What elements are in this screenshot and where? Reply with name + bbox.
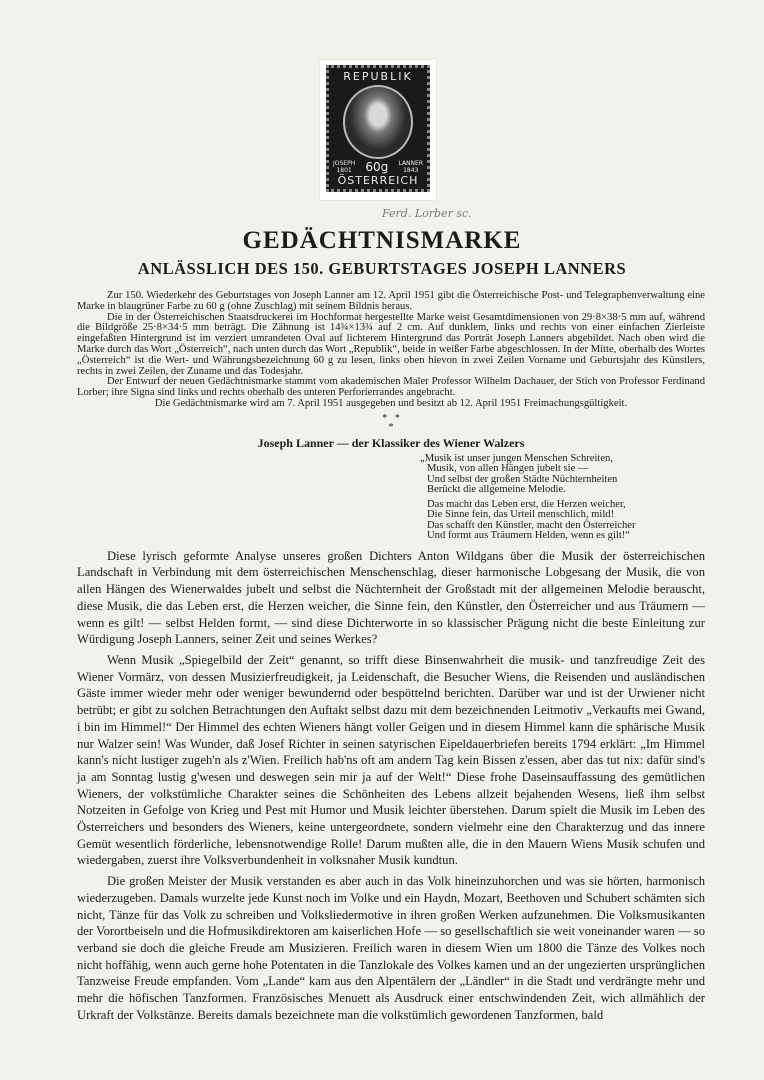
page-subtitle: ANLÄSSLICH DES 150. GEBURTSTAGES JOSEPH LANNERS: [137, 259, 627, 278]
intro-paragraph: Die Gedächtnismarke wird am 7. April 1951 ausgegeben und besitzt ab 12. April 1951 Freimachungsgültigkeit.: [154, 397, 628, 409]
poem-line: Musik, von allen Hängen jubelt sie —: [427, 463, 589, 475]
stamp-image: [320, 60, 436, 200]
stamp-last-name: [398, 160, 423, 174]
page-title: GEDÄCHTNISMARKE: [242, 227, 522, 254]
body-paragraph: Diese lyrisch geformte Analyse unseres großen Dichters Anton Wildgans über die Musik der österreichischen Landschaft in Verbindung mit dem österreichischen Menschenschlag, dieser harmonische Lobgesang der Musik, die von allen Hängen des Wienerwaldes jubelt und selbst die Nüchternheit der Großstadt mit der allgemeinen Melodie berauscht, diese Musik, die das Leben erst, die Herzen weicher, die Sinne fein, den Künstler, den Österreicher und aus Träumern — wenn es gilt! — selbst Helden formt, — sind diese Dichterworte in so klassischer Prägung nicht die beste Einleitung zur Würdigung Joseph Lanners, seiner Zeit und seines Werkes?: [77, 548, 705, 647]
poem-line: Berückt die allgemeine Melodie.: [427, 484, 566, 496]
poem-line: Und selbst der großen Städte Nüchternheiten: [427, 473, 618, 485]
article-body: [77, 548, 705, 1024]
separator-asterisks: * * *: [382, 412, 400, 433]
stamp-value: 60g: [365, 160, 389, 174]
stamp-last: LANNER: [398, 160, 423, 167]
stamp-death: 1843: [403, 167, 419, 174]
document-content: [77, 291, 705, 1027]
engraver-signature: Ferd. Lorber sc.: [382, 207, 472, 220]
poem-line: Die Sinne fein, das Urteil menschlich, mild!: [427, 509, 615, 521]
intro-section: [77, 291, 705, 410]
poem-quote: [420, 454, 705, 542]
intro-paragraph: Der Entwurf der neuen Gedächtnismarke stammt vom akademischen Maler Professor Wilhelm Dachauer, der Stich von Professor Ferdinand Lorber; ihre Signa sind links und rechts oberhalb des unteren Perforierrandes angebracht.: [77, 376, 705, 399]
stamp-face: [326, 65, 430, 192]
intro-paragraph: Die in der Österreichischen Staatsdruckerei im Hochformat hergestellte Marke weist Gesamtdimensionen von 29·8×38·5 mm auf, während die Bildgröße 25·8×34·5 mm beträgt. Die Zähnung ist 14¾×13¾ auf 2 cm. Auf dunklem, links und rechts von einer einfachen Zierleiste eingefaßten Hintergrund ist im verziert umrandeten Oval auf lichterem Hintergrund das Porträt Joseph Lanners abgebildet. Nach oben wird die Marke durch das Wort „Österreich“, nach unten durch das Wort „Republik“, beide in weißer Farbe abgeschlossen. In der Mitte, oberhalb des Wortes „Österreich“ ist die Wert- und Währungsbezeichnung 60 g zu lesen, links oben hievon in zwei Zeilen Vorname und Geburtsjahr des Künstlers, rechts in zwei Zeilen, der Zuname und das Todesjahr.: [77, 311, 705, 377]
stamp-names: [329, 159, 427, 174]
stamp-birth: 1801: [336, 167, 352, 174]
poem-line: Das macht das Leben erst, die Herzen weicher,: [427, 498, 626, 510]
poem-line: „Musik ist unser jungen Menschen Schreiten,: [420, 452, 614, 464]
body-paragraph: Wenn Musik „Spiegelbild der Zeit“ genannt, so trifft diese Binsenwahrheit die musik- und tanzfreudige Zeit des Wiener Vormärz, von dessen Musizierfreudigkeit, ja Leidenschaft, die Besucher Wiens, die Reisenden und ausländischen Gäste immer wieder mehr oder weniger bewundernd oder bespöttelnd berichten. Darüber war und ist der Urwiener nicht betrübt; er gibt zu solchen Betrachtungen den Auftakt selbst dazu mit dem bezeichnenden Leitmotiv „Verkaufts mei Gwand, i bin im Himmel!“ Der Himmel des echten Wieners hängt voller Geigen und in diesem Himmel kann die sphärische Musik nur Walzer sein! Was Wunder, daß Josef Richter in seinen satyrischen Eipeldauerbriefen bereits 1794 erklärt: „Im Himmel kann's nicht lustiger zugeh'n als z'Wien. Freilich hab'ns oft am andern Tag kein Bissen z'essen, aber das tut nix: dafür sind's ja am Sonntag lustig g'wesen und deswegen sein mir ja auf der Welt!“ Diese frohe Daseinsauffassung des gemütlichen Wieners, der volkstümliche Charakter seines die Schönheiten des Lebens allzeit bejahenden Wesens, ließ ihm selbst Notzeiten in Gefolge von Krieg und Pest mit Humor und Musik leichter überstehen. Darum spielt die Musik im Leben des Österreichers und besonders des Wieners, keine untergeordnete, sondern vielmehr eine den Charakterzug und das innere Gemüt wesentlich förderliche, lebensnotwendige Rolle! Darum mußten alle, die in den Mauern Wiens Musik schufen und wiedergaben, zuerst ihre Volksverbundenheit in volksnaher Musik kundtun.: [77, 652, 705, 868]
stamp-first: JOSEPH: [333, 160, 356, 167]
portrait-oval: [343, 85, 413, 159]
body-paragraph: Die großen Meister der Musik verstanden es aber auch in das Volk hineinzuhorchen und was sie hörten, harmonisch wiederzugeben. Damals wurzelte jede Kunst noch im Volke und ein Haydn, Mozart, Beethoven und Schubert schämten sich nicht, Tänze für das Volk zu schreiben und Volksliedermotive in ihren großen Werken aufzunehmen. Die Volksmusikanten der Vorortbeiseln und die Hofmusikdirektoren am kaiserlichen Hofe — so gesellschaftlich sie weit voneinander waren — so verband sie doch die gleiche Freude am Musizieren. Freilich waren in diesem Wien um 1800 die Tänze des Volkes noch nicht hoffähig, wenn auch gerne hohe Potentaten in die Tanzlokale des Volkes kamen und an der ungezierten ursprünglichen Tanzweise Freude empfanden. Vom „Lande“ kam aus den Alpentälern der „Ländler“ in die Stadt und verdrängte mehr und mehr die höfischen Tanzformen. Französisches Menuett als Ausdruck einer entschwindenden Zeit, wich allmählich der Urkraft der Volkstänze. Bereits damals bezeichnete man die volkstümlich gewordenen Tanzformen, bald: [77, 874, 705, 1022]
section-heading: Joseph Lanner — der Klassiker des Wiener Walzers: [257, 435, 525, 450]
poem-line: Das schafft den Künstler, macht den Österreicher: [427, 519, 636, 531]
poem-line: Und formt aus Träumern Helden, wenn es gilt!“: [427, 530, 631, 542]
stamp-first-name: [333, 160, 355, 174]
stamp-republik: REPUBLIK: [343, 70, 413, 83]
intro-paragraph: Zur 150. Wiederkehr des Geburtstages von Joseph Lanner am 12. April 1951 gibt die Österreichische Post- und Telegraphenverwaltung eine Marke in blaugrüner Farbe zu 60 g (ohne Zuschlag) mit seinem Bildnis heraus.: [77, 290, 705, 312]
stamp-country: ÖSTERREICH: [337, 174, 419, 187]
